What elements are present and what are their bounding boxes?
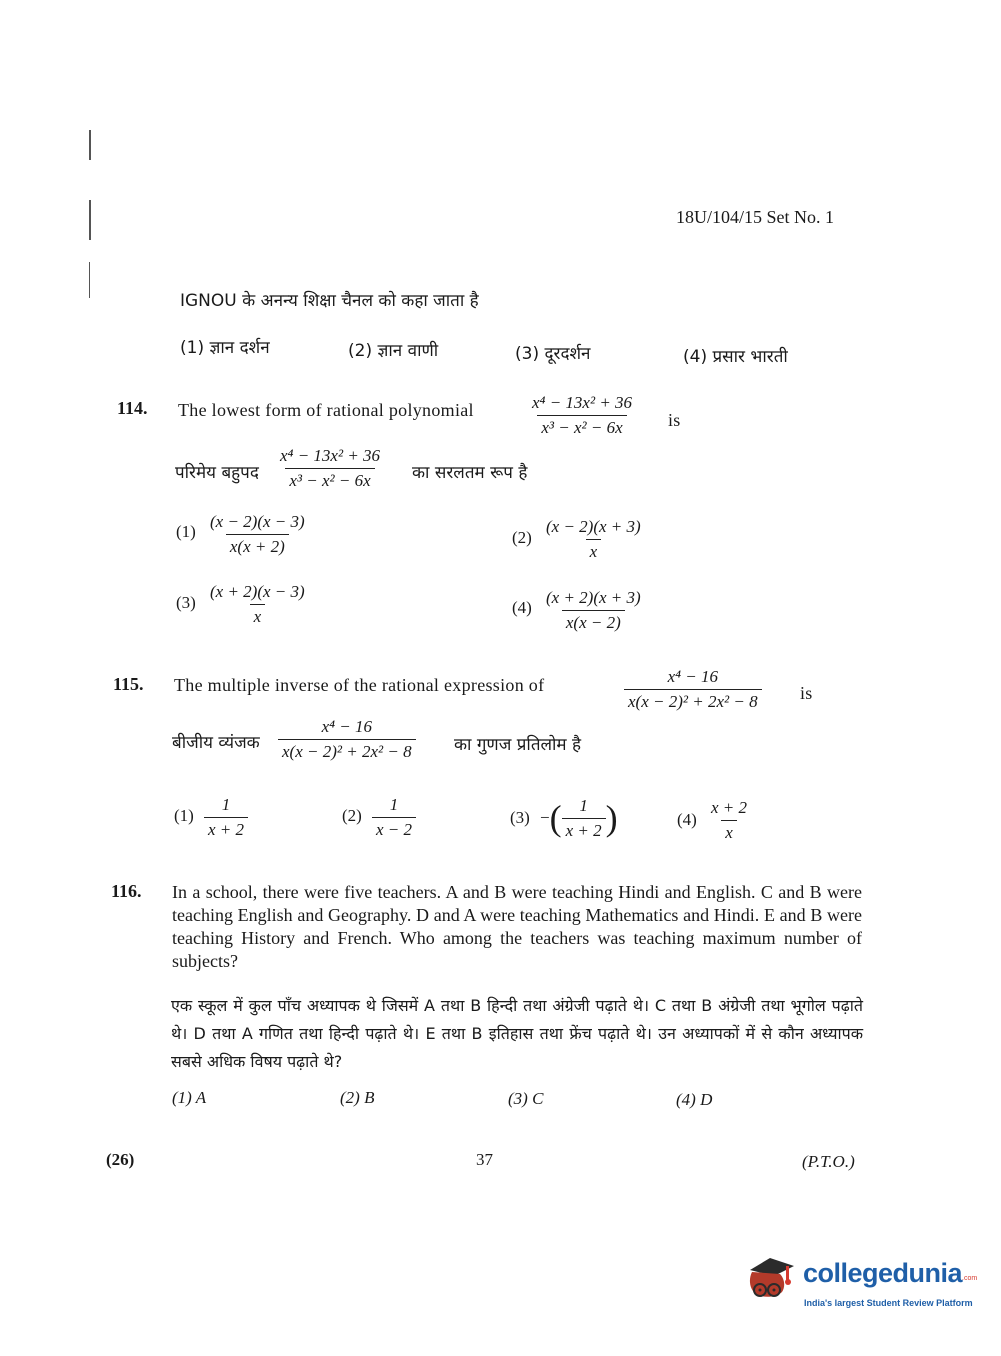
margin-mark xyxy=(89,130,91,160)
page-number: 37 xyxy=(476,1150,493,1169)
margin-mark xyxy=(89,262,90,298)
q114-option-4-label: (4) xyxy=(512,598,532,617)
q115-expr-hi-denominator: x(x − 2)² + 2x² − 8 xyxy=(278,739,416,762)
q114-option-1-den: x(x + 2) xyxy=(226,534,289,557)
q116-option-1: (1) A xyxy=(172,1088,207,1107)
q115-option-4-label: (4) xyxy=(677,810,697,829)
q115-option-4 xyxy=(707,798,751,842)
q116-option-4: (4) D xyxy=(676,1090,713,1109)
q114-is: is xyxy=(668,410,681,430)
question-114-number: 114. xyxy=(117,398,148,418)
brand-suffix: .com xyxy=(962,1275,978,1282)
question-113-text: IGNOU के अनन्य शिक्षा चैनल को कहा जाता है xyxy=(180,291,479,311)
q115-option-3-den: x + 2 xyxy=(562,818,606,841)
q115-expression-hi xyxy=(278,717,416,761)
q114-option-3-den: x xyxy=(250,604,266,627)
q114-expr-hi-denominator: x³ − x² − 6x xyxy=(285,468,374,491)
brand-name: collegedunia xyxy=(803,1258,963,1288)
question-115-text-hi-prefix: बीजीय व्यंजक xyxy=(172,733,260,753)
q114-option-3-num: (x + 2)(x − 3) xyxy=(210,582,305,601)
q114-option-1-num: (x − 2)(x − 3) xyxy=(210,512,305,531)
q115-option-4-den: x xyxy=(721,820,737,843)
q115-option-1 xyxy=(204,795,248,839)
q115-expr-hi-numerator: x⁴ − 16 xyxy=(321,717,372,736)
q114-option-2 xyxy=(542,517,645,561)
q113-option-3: (3) दूरदर्शन xyxy=(515,344,591,364)
brand-tagline: India's largest Student Review Platform xyxy=(804,1298,973,1308)
margin-mark xyxy=(89,200,91,240)
q115-option-4-num: x + 2 xyxy=(711,798,748,817)
mascot-icon xyxy=(742,1250,800,1308)
q115-option-2-num: 1 xyxy=(389,795,399,814)
q114-expression xyxy=(528,393,636,437)
q116-option-2: (2) B xyxy=(340,1088,375,1107)
q114-expression-hi xyxy=(276,446,384,490)
paper-code: 18U/104/15 Set No. 1 xyxy=(676,207,835,227)
q113-option-2: (2) ज्ञान वाणी xyxy=(348,341,439,361)
q115-option-2-label: (2) xyxy=(342,806,362,825)
q115-option-3: − ( $\frac{1}{x + 2}$ ) xyxy=(540,796,618,840)
q114-option-3-label: (3) xyxy=(176,593,196,612)
collegedunia-logo xyxy=(742,1250,800,1313)
q114-option-3 xyxy=(206,582,309,626)
question-115-text-hi-suffix: का गुणज प्रतिलोम है xyxy=(454,735,582,755)
q115-option-2-den: x − 2 xyxy=(372,817,416,840)
q115-option-1-label: (1) xyxy=(174,806,194,825)
q115-option-1-den: x + 2 xyxy=(204,817,248,840)
question-115-number: 115. xyxy=(113,674,144,694)
q114-option-2-label: (2) xyxy=(512,528,532,547)
question-114-text-en: The lowest form of rational polynomial xyxy=(178,400,474,420)
q114-option-1-label: (1) xyxy=(176,522,196,541)
q114-expr-numerator: x⁴ − 13x² + 36 xyxy=(532,393,633,412)
q115-expression xyxy=(624,667,762,711)
question-116-text-en: In a school, there were five teachers. A and B were teaching Hindi and English. C and B were teaching English and Geography. D and A were teaching Mathematics and Hindi. E and B were teaching History and French. Who among the teachers was teaching maximum number of subjects? xyxy=(172,882,862,971)
q115-expr-numerator: x⁴ − 16 xyxy=(667,667,718,686)
footer-booklet-code: (26) xyxy=(106,1150,135,1169)
q114-option-4-den: x(x − 2) xyxy=(562,610,625,633)
q114-option-2-num: (x − 2)(x + 3) xyxy=(546,517,641,536)
q114-expr-denominator: x³ − x² − 6x xyxy=(537,415,626,438)
q115-expr-denominator: x(x − 2)² + 2x² − 8 xyxy=(624,689,762,712)
question-114-text-hi-prefix: परिमेय बहुपद xyxy=(175,463,259,483)
q114-option-1 xyxy=(206,512,309,556)
q115-is: is xyxy=(800,683,813,703)
q115-option-1-num: 1 xyxy=(221,795,231,814)
pto-label: (P.T.O.) xyxy=(802,1152,855,1171)
question-116-number: 116. xyxy=(111,881,142,901)
q114-expr-hi-numerator: x⁴ − 13x² + 36 xyxy=(280,446,381,465)
q115-option-2 xyxy=(372,795,416,839)
q114-option-4-num: (x + 2)(x + 3) xyxy=(546,588,641,607)
q115-option-3-num: 1 xyxy=(579,796,588,815)
q113-option-1: (1) ज्ञान दर्शन xyxy=(180,338,270,358)
q114-option-4 xyxy=(542,588,645,632)
question-116-text-hi: एक स्कूल में कुल पाँच अध्यापक थे जिसमें A तथा B हिन्दी तथा अंग्रेजी पढ़ाते थे। C तथा B अंग्रेजी तथा भूगोल पढ़ाते थे। D तथा A गणित तथा हिन्दी पढ़ाते थे। E तथा B इतिहास तथा फ्रेंच पढ़ाते थे। उन अध्यापकों में से कौन अध्यापक सबसे अधिक विषय पढ़ाते थे? xyxy=(171,996,863,1071)
q116-option-3: (3) C xyxy=(508,1089,544,1108)
q114-option-2-den: x xyxy=(586,539,602,562)
question-115-text-en: The multiple inverse of the rational expression of xyxy=(174,675,545,695)
question-114-text-hi-suffix: का सरलतम रूप है xyxy=(412,463,528,483)
q113-option-4: (4) प्रसार भारती xyxy=(683,347,788,367)
q115-option-3-label: (3) xyxy=(510,808,530,827)
q115-option-3-minus: − xyxy=(540,808,550,828)
